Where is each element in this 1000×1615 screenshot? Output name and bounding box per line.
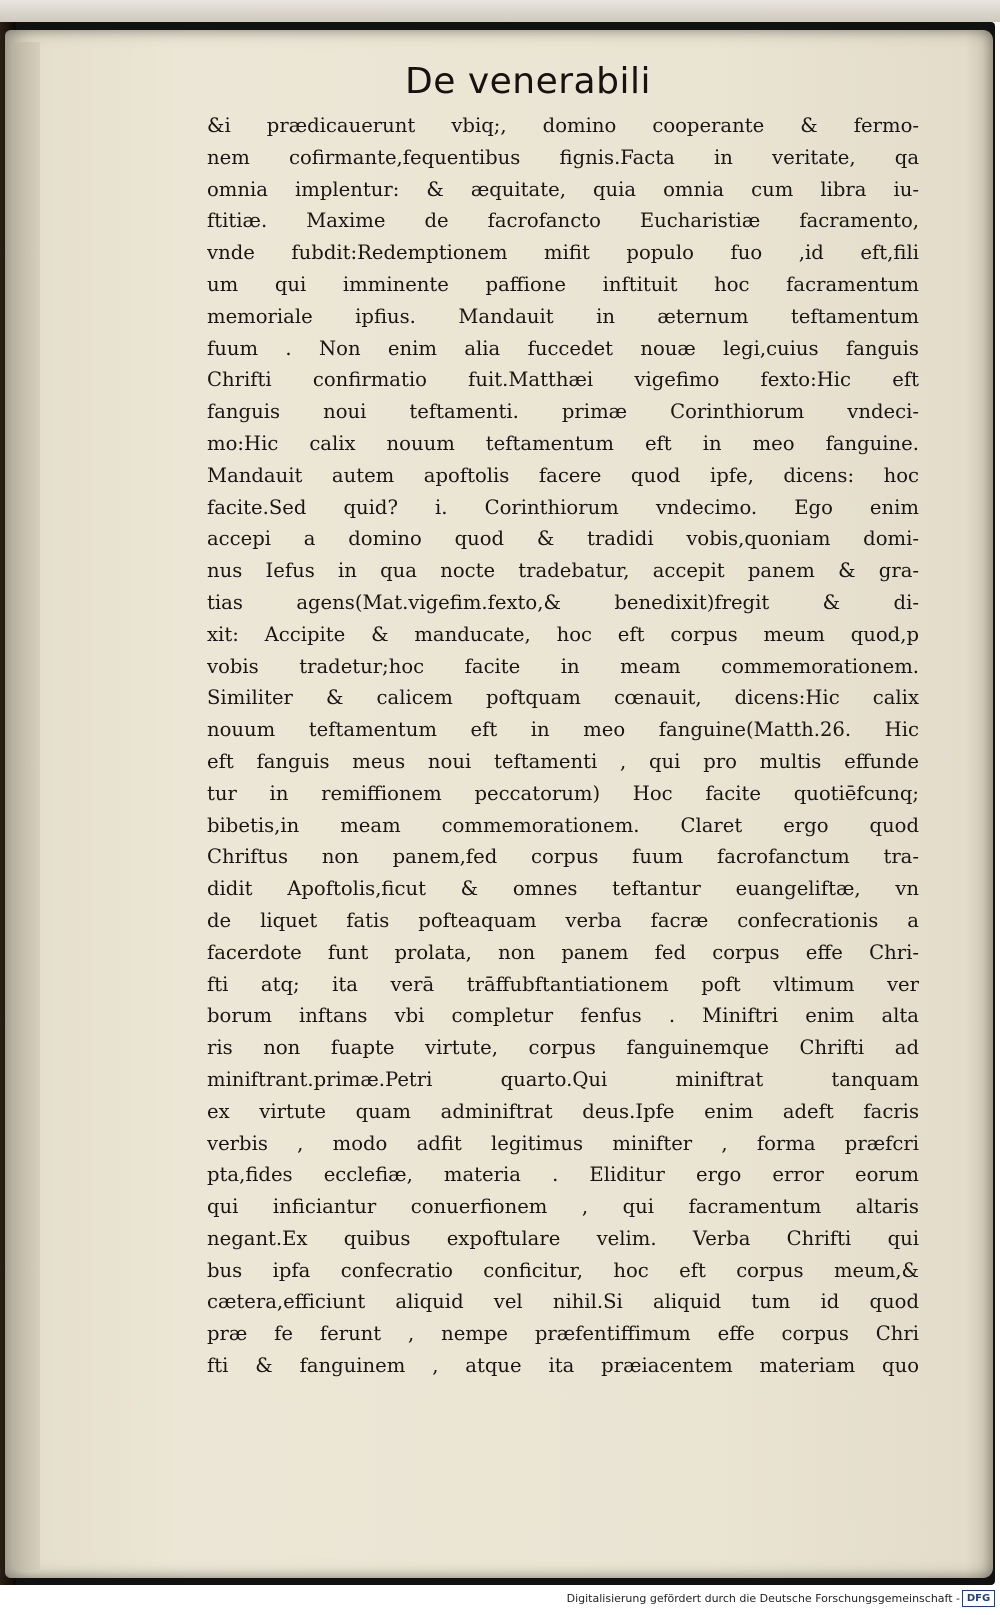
footer-credit-text: Digitalisierung gefördert durch die Deutsche Forschungsgemeinschaft - — [566, 1592, 960, 1605]
text-line: de liquet fatis pofteaquam verba facræ confecrationis a — [207, 908, 919, 932]
text-line: ris non fuapte virtute, corpus fanguinemque Chrifti ad — [207, 1036, 919, 1060]
text-line: fanguis noui teftamenti. primæ Corinthiorum vndeci- — [207, 400, 919, 424]
text-line: facerdote funt prolata, non panem fed corpus effe Chri- — [207, 940, 919, 964]
text-line: fti atq; ita verā trāffubftantiationem poft vltimum ver — [207, 972, 919, 996]
text-line: Mandauit autem apoftolis facere quod ipfe, dicens: hoc — [207, 463, 919, 487]
text-line: qui inficiantur conuerfionem , qui facramentum altaris — [207, 1195, 919, 1219]
text-line: verbis , modo adfit legitimus minifter , forma præfcri — [207, 1131, 919, 1155]
text-line: tias agens(Mat.vigefim.fexto,& benedixit)fregit & di- — [207, 590, 919, 614]
text-line: tur in remiffionem peccatorum) Hoc facite quotiēfcunq; — [207, 781, 919, 805]
text-line: facite.Sed quid? i. Corinthiorum vndecimo. Ego enim — [207, 495, 919, 519]
text-line: nouum teftamentum eft in meo fanguine(Matth.26. Hic — [207, 718, 919, 742]
text-line: Chriftus non panem,fed corpus fuum facrofanctum tra- — [207, 845, 919, 869]
text-line: vnde fubdit:Redemptionem mifit populo fuo ,id eft,fili — [207, 241, 919, 265]
text-line: didit Apoftolis,ficut & omnes teftantur euangeliftæ, vn — [207, 877, 919, 901]
text-line: bibetis,in meam commemorationem. Claret ergo quod — [207, 813, 919, 837]
text-line: nus Iefus in qua nocte tradebatur, accepit panem & gra- — [207, 559, 919, 583]
page-gutter-shadow — [14, 42, 40, 1570]
text-line: Chrifti confirmatio fuit.Matthæi vigefimo fexto:Hic eft — [207, 368, 919, 392]
text-line: borum inftans vbi completur fenfus . Miniftri enim alta — [207, 1004, 919, 1028]
text-line: ex virtute quam adminiftrat deus.Ipfe enim adeft facris — [207, 1099, 919, 1123]
text-line: Similiter & calicem poftquam cœnauit, dicens:Hic calix — [207, 686, 919, 710]
text-line: eft fanguis meus noui teftamenti , qui pro multis effunde — [207, 749, 919, 773]
text-line: ftitiæ. Maxime de facrofancto Eucharistiæ facramento, — [207, 209, 919, 233]
text-line: xit: Accipite & manducate, hoc eft corpus meum quod,p — [207, 622, 919, 646]
dfg-logo: DFG — [962, 1590, 995, 1607]
page-body-text — [207, 110, 919, 1382]
text-line: omnia implentur: & æquitate, quia omnia cum libra iu- — [207, 177, 919, 201]
digitization-footer — [0, 1585, 1000, 1615]
text-line: præ fe ferunt , nempe præfentiffimum effe corpus Chri — [207, 1322, 919, 1346]
text-line: fti & fanguinem , atque ita præiacentem materiam quo — [207, 1354, 919, 1378]
text-line: pta,fides ecclefiæ, materia . Eliditur ergo error eorum — [207, 1163, 919, 1187]
text-line: accepi a domino quod & tradidi vobis,quoniam domi- — [207, 527, 919, 551]
text-line: negant.Ex quibus expoftulare velim. Verba Chrifti qui — [207, 1226, 919, 1250]
text-line: miniftrant.primæ.Petri quarto.Qui miniftrat tanquam — [207, 1067, 919, 1091]
text-line: nem cofirmante,fequentibus fignis.Facta in veritate, qa — [207, 145, 919, 169]
text-line: mo:Hic calix nouum teftamentum eft in meo fanguine. — [207, 431, 919, 455]
running-head: De venerabili — [405, 61, 651, 102]
text-line: fuum . Non enim alia fuccedet nouæ legi,cuius fanguis — [207, 336, 919, 360]
text-line: cætera,efficiunt aliquid vel nihil.Si aliquid tum id quod — [207, 1290, 919, 1314]
text-line: memoriale ipfius. Mandauit in æternum teftamentum — [207, 304, 919, 328]
text-line: um qui imminente paffione inftituit hoc facramentum — [207, 272, 919, 296]
text-line: &i prædicauerunt vbiq;, domino cooperante & fermo- — [207, 114, 919, 137]
text-line: vobis tradetur;hoc facite in meam commemorationem. — [207, 654, 919, 678]
text-line: bus ipfa confecratio conficitur, hoc eft corpus meum,& — [207, 1258, 919, 1282]
scan-top-strip — [0, 0, 1000, 22]
